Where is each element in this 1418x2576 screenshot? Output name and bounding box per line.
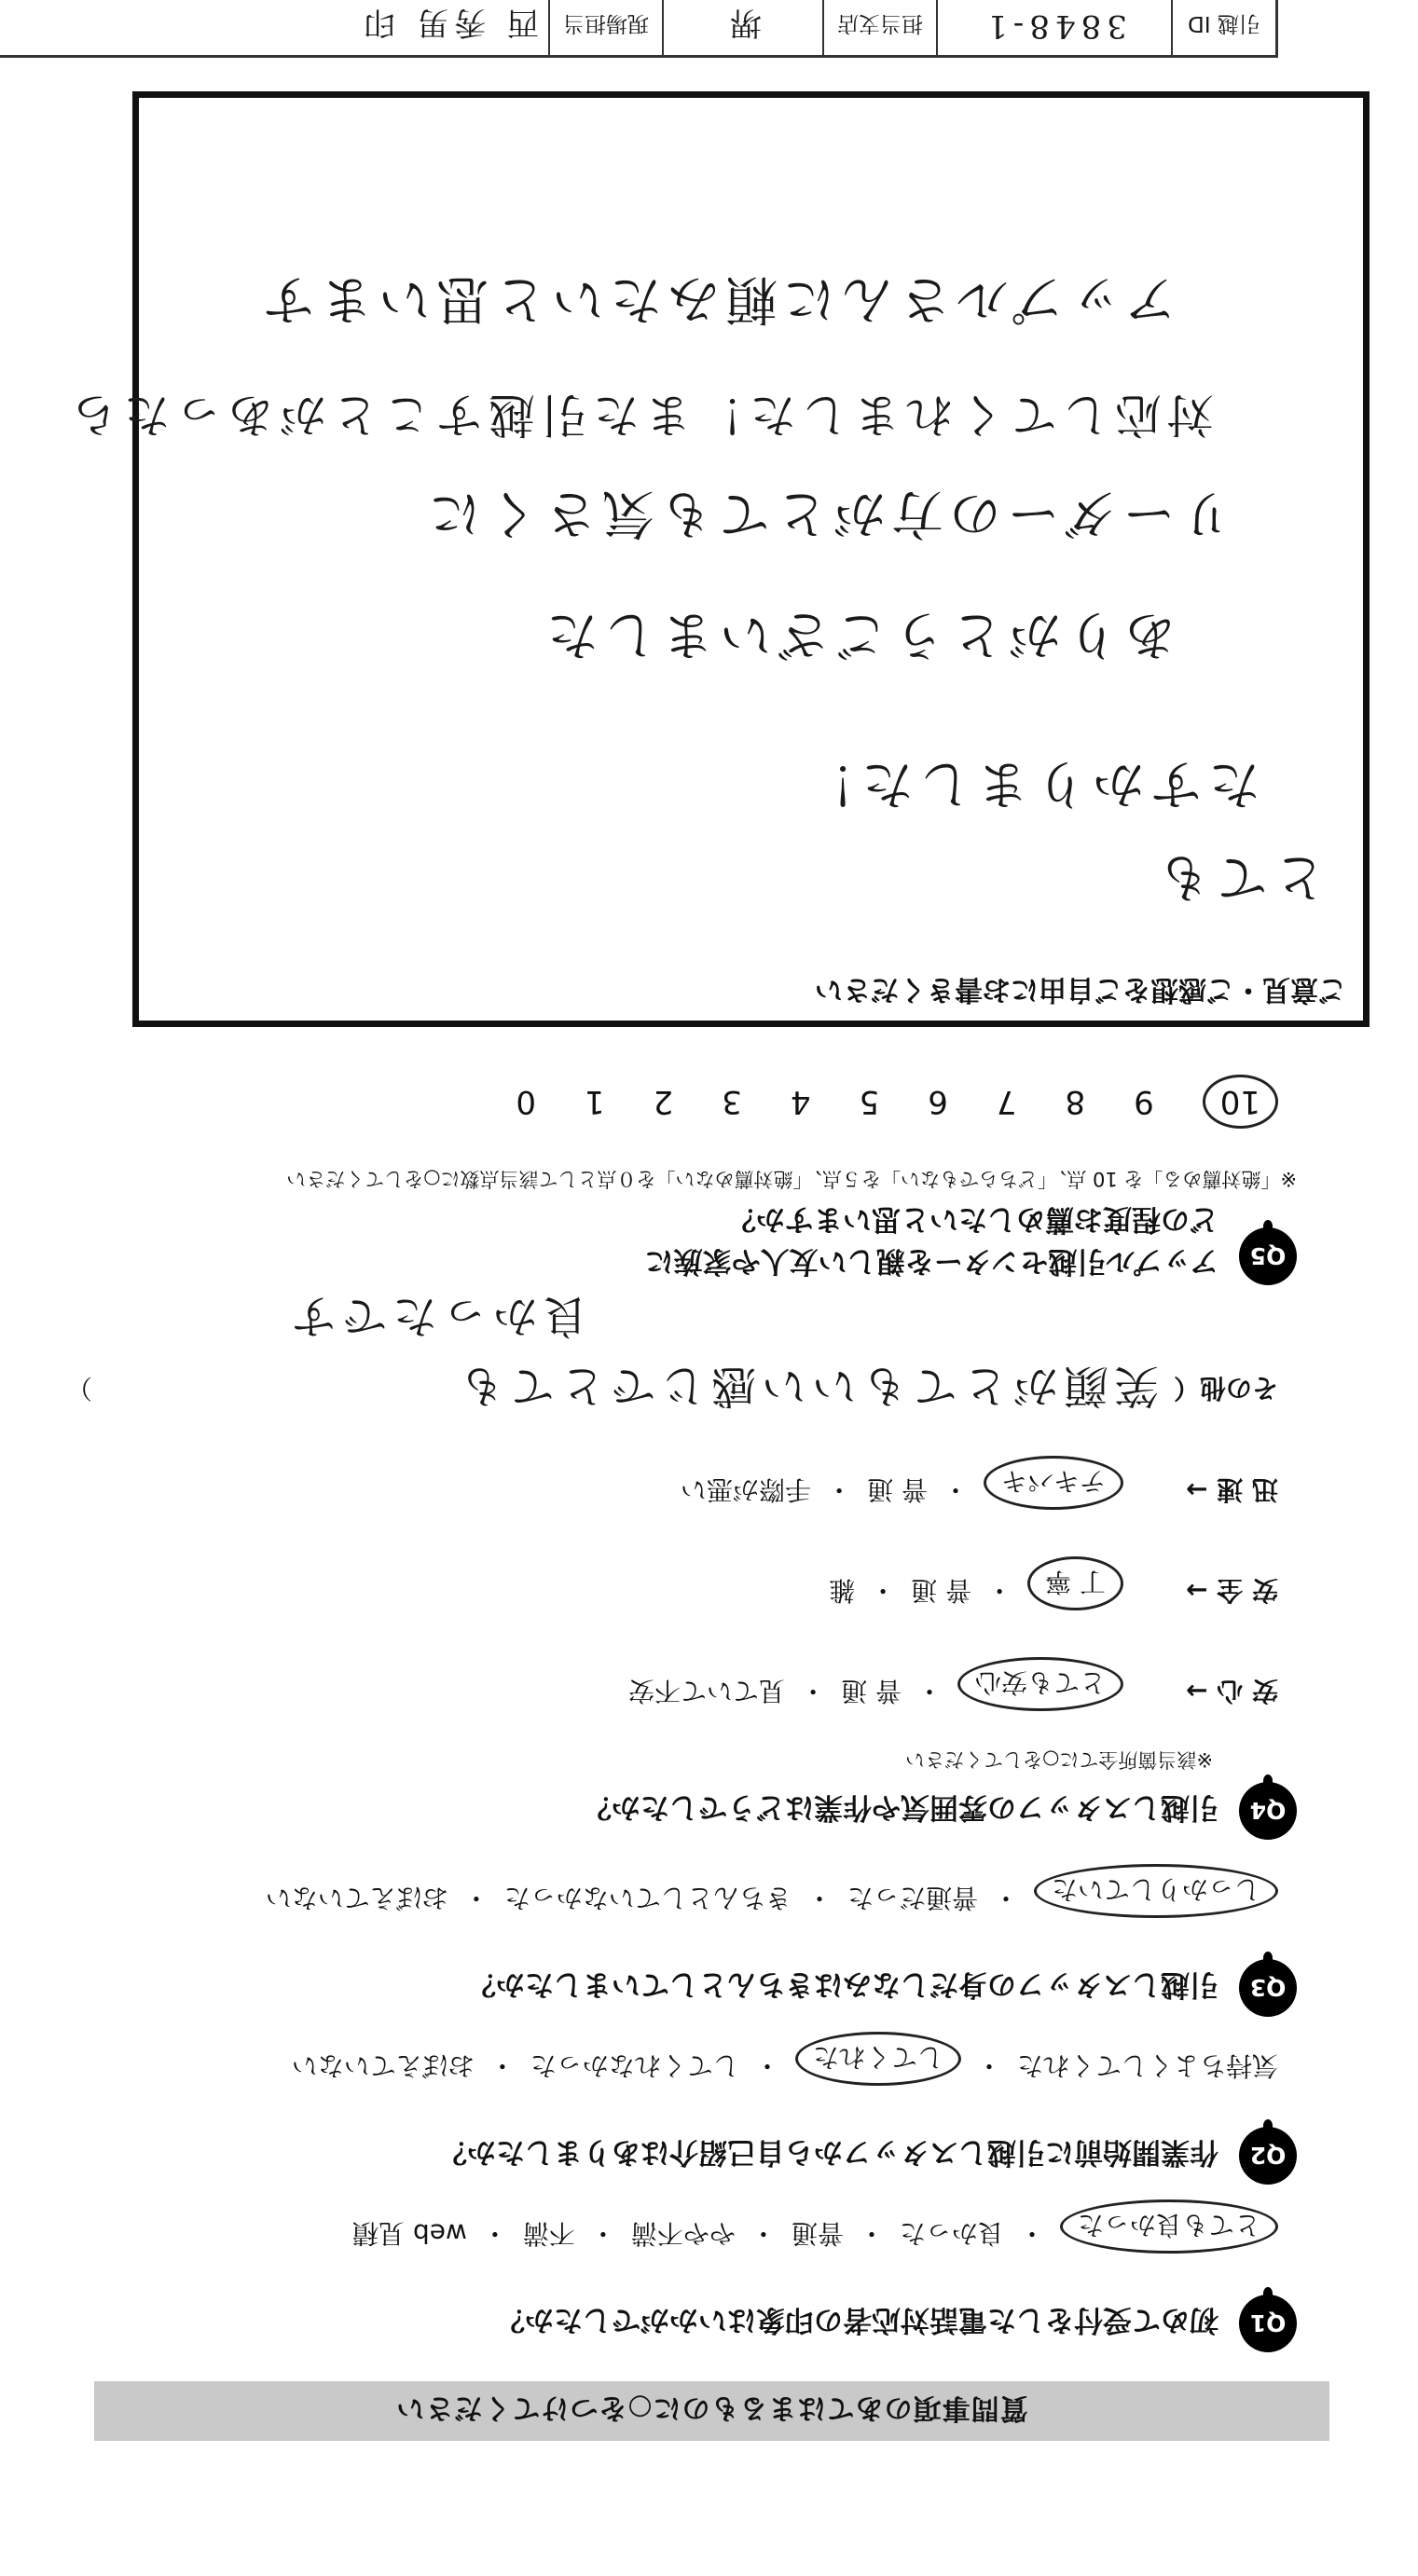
q5-score-2[interactable]: 2: [653, 1083, 674, 1120]
q4-other-handwriting-2: 良かったです: [285, 1290, 588, 1342]
question-4: [66, 1288, 1297, 1840]
q5-text-1: アップル引越センターを親しい友人や家族に: [644, 1244, 1218, 1278]
id-box: [0, 0, 1278, 58]
q2-option-2[interactable]: してくれなかった: [530, 2050, 739, 2081]
q3-option-3[interactable]: おぼえていない: [265, 1883, 448, 1913]
q4-row-label: 安 心 →: [1186, 1676, 1278, 1706]
question-2: [66, 2032, 1297, 2185]
q3-option-1[interactable]: 普通だった: [847, 1883, 978, 1913]
question-5: [66, 1075, 1297, 1285]
q4-row0-option-1[interactable]: 普 通: [841, 1676, 902, 1706]
q5-score-6[interactable]: 6: [928, 1083, 948, 1120]
q1-option-1[interactable]: 良かった: [899, 2218, 1004, 2249]
comment-line-2: たすかりました！: [798, 753, 1260, 814]
q4-row2-option-1[interactable]: 普 通: [867, 1474, 928, 1505]
comment-box[interactable]: [65, 91, 1370, 1027]
q4-row2-option-0[interactable]: テキパキ: [984, 1456, 1123, 1510]
q1-option-0[interactable]: とても良かった: [1060, 2199, 1278, 2254]
q4-row-anshin: 安 心 → とても安心 ・ 普 通 ・ 見ていて不安: [66, 1657, 1278, 1711]
q4-row0-option-2[interactable]: 見ていて不安: [628, 1676, 786, 1706]
q4-badge: Q4: [1239, 1782, 1297, 1840]
q5-score-1[interactable]: 1: [584, 1083, 605, 1120]
q4-row1-option-2[interactable]: 雑: [829, 1575, 856, 1606]
q2-options: 気持ちよくしてくれた ・ してくれた ・ してくれなかった ・ おぼえていない: [66, 2032, 1278, 2086]
q5-score-0[interactable]: 0: [516, 1083, 536, 1120]
q5-score-4[interactable]: 4: [790, 1083, 811, 1120]
q4-row-jinsoku: 迅 速 → テキパキ ・ 普 通 ・ 手際が悪い: [66, 1456, 1278, 1510]
q4-row-label: 迅 速 →: [1186, 1474, 1278, 1505]
q5-note: ※「絶対薦める」を 10 点、「どちらでもない」を５点、「絶対薦めない」を０点として該当点数に○をしてください: [286, 1168, 1297, 1190]
q4-row2-option-2[interactable]: 手際が悪い: [681, 1474, 812, 1505]
staff-value[interactable]: 西 秀男 印: [0, 0, 548, 55]
q3-option-2[interactable]: きちんとしていなかった: [503, 1883, 792, 1913]
instruction-banner: 質問事項のあてはまるものに○をつけてください: [94, 2381, 1329, 2441]
q5-score-5[interactable]: 5: [859, 1083, 880, 1120]
q4-row-anzen: 安 全 → 丁 寧 ・ 普 通 ・ 雑: [66, 1556, 1278, 1610]
branch-label: 担当支店: [822, 0, 936, 55]
branch-value[interactable]: 堺: [662, 0, 822, 55]
q4-note: ※該当箇所全てに○をしてください: [905, 1748, 1213, 1771]
q5-score-9[interactable]: 9: [1134, 1083, 1154, 1120]
q5-score-7[interactable]: 7: [996, 1083, 1017, 1120]
q4-other-label: その他（: [1173, 1373, 1278, 1404]
question-1: [66, 2199, 1297, 2352]
q4-row0-option-0[interactable]: とても安心: [957, 1657, 1123, 1711]
q5-score-8[interactable]: 8: [1065, 1083, 1086, 1120]
q2-option-1[interactable]: してくれた: [795, 2032, 961, 2086]
q4-text: 引越しスタッフの雰囲気や作業はどうでしたか？: [583, 1790, 1218, 1825]
q1-option-4[interactable]: 不満: [522, 2218, 575, 2249]
q3-option-0[interactable]: しっかりしていた: [1034, 1864, 1278, 1918]
q3-text: 引越しスタッフの身だしなみはきちんとしていましたか？: [467, 1967, 1218, 2002]
q2-badge: Q2: [1239, 2127, 1297, 2185]
question-3: [66, 1864, 1297, 2017]
id-label: 引越 ID: [1171, 0, 1275, 55]
q4-other-row: [66, 1358, 1278, 1422]
q5-badge: Q5: [1239, 1227, 1297, 1285]
id-value[interactable]: 3848-1: [936, 0, 1171, 55]
q2-text: 作業開始前に引越しスタッフから自己紹介はありましたか？: [438, 2135, 1218, 2170]
q1-option-2[interactable]: 普通: [791, 2218, 844, 2249]
q5-text-2: どの程度お薦めしたいと思いますか？: [727, 1202, 1218, 1236]
q1-options: とても良かった ・ 良かった ・ 普通 ・ やや不満 ・ 不満 ・ web 見積: [66, 2199, 1278, 2254]
q5-score-10[interactable]: 10: [1203, 1075, 1278, 1129]
q4-other-handwriting[interactable]: 笑顔がとてもいい感じでとても: [453, 1360, 1159, 1412]
q4-row1-option-0[interactable]: 丁 寧: [1027, 1556, 1123, 1610]
q1-badge: Q1: [1239, 2295, 1297, 2352]
q2-option-0[interactable]: 気持ちよくしてくれた: [1016, 2050, 1278, 2081]
q5-scale: [66, 1075, 1278, 1129]
comment-line-3: ありがとうございました: [541, 604, 1177, 665]
q3-options: しっかりしていた ・ 普通だった ・ きちんとしていなかった ・ おぼえていない: [66, 1864, 1278, 1918]
comment-title: ご意見・ご感想をご自由にお書きください: [815, 973, 1346, 1006]
staff-label: 現場担当: [548, 0, 662, 55]
q4-row-label: 安 全 →: [1186, 1575, 1278, 1606]
q2-option-3[interactable]: おぼえていない: [291, 2050, 475, 2081]
q4-other-close: ）: [66, 1373, 93, 1404]
q1-option-5[interactable]: web 見積: [352, 2218, 467, 2249]
q5-score-3[interactable]: 3: [722, 1083, 742, 1120]
q3-badge: Q3: [1239, 1959, 1297, 2017]
comment-line-6: アップルさんに頼みたいと思います: [257, 268, 1177, 329]
comment-line-4: リーダーの方がとても気さくに: [423, 483, 1232, 543]
q1-text: 初めて受付をした電話対応者の印象はいかがでしたか？: [496, 2303, 1218, 2337]
q4-row1-option-1[interactable]: 普 通: [911, 1575, 972, 1606]
q1-option-3[interactable]: やや不満: [630, 2218, 736, 2249]
comment-line-5: 対応してくれました！また引越すことがあったら: [65, 388, 1214, 442]
comment-line-1: とても: [1152, 846, 1326, 907]
